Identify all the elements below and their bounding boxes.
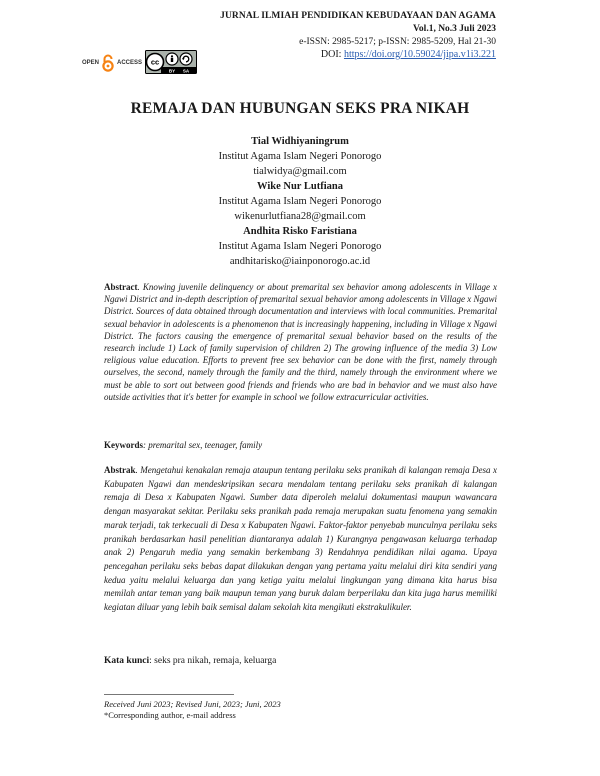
cc-by-sa-badge — [145, 50, 197, 79]
open-access-logo — [82, 54, 142, 72]
open-access-lock-icon — [101, 54, 115, 72]
journal-volume: Vol.1, No.3 Juli 2023 — [412, 24, 496, 34]
keywords-english — [104, 439, 497, 451]
keywords-indonesian — [104, 655, 497, 667]
corresponding-author-note: *Corresponding author, e-mail address — [104, 710, 236, 720]
open-access-right-text: ACCESS — [117, 60, 143, 66]
author-block — [0, 134, 600, 269]
abstract-id-label: Abstrak — [104, 465, 136, 475]
abstract-en-label: Abstract — [104, 282, 138, 292]
author-affiliation: Institut Agama Islam Negeri Ponorogo — [218, 151, 382, 162]
open-access-left-text: OPEN — [82, 60, 100, 66]
received-dates: Received Juni 2023; Revised Juni, 2023; Juni, 2023 — [104, 699, 281, 709]
journal-name: JURNAL ILMIAH PENDIDIKAN KEBUDAYAAN DAN AGAMA — [220, 11, 496, 21]
author-name: Tial Widhiyaningrum — [251, 136, 349, 147]
author-name: Andhita Risko Faristiana — [243, 226, 357, 237]
keywords-en-label: Keywords — [104, 440, 143, 450]
footnote-divider — [104, 694, 234, 695]
journal-header — [220, 10, 496, 61]
journal-doi — [220, 49, 496, 61]
journal-issn: e-ISSN: 2985-5217; p-ISSN: 2985-5209, Hal 21-30 — [299, 37, 496, 47]
author-affiliation: Institut Agama Islam Negeri Ponorogo — [218, 196, 382, 207]
author-email: tialwidya@gmail.com — [253, 166, 347, 177]
author-email: wikenurlutfiana28@gmail.com — [234, 211, 366, 222]
abstract-indonesian — [104, 464, 497, 615]
doi-label: DOI: — [320, 49, 344, 60]
cc-sa-text: SA — [182, 68, 190, 74]
cc-text: cc — [150, 57, 160, 67]
keywords-en-text: : premarital sex, teenager, family — [143, 440, 263, 450]
keywords-id-text: : seks pra nikah, remaja, keluarga — [149, 656, 277, 666]
cc-by-text: BY — [168, 68, 176, 74]
abstract-en-text: . Knowing juvenile delinquency or about premarital sex behavior among adolescents in Village x Ngawi District and in-depth description of premarital sexual behavior among adolescents in Village x Ngawi District. Sources of data obtained through documentation and interviews with local communities. Premarital sexual behavior in adolescents is a phenomenon that is increasingly happening, including in Village x Ngawi District. The factors causing the emergence of premarital sexual behavior based on the results of the research include 1) Lack of family supervision of children 2) The growing influence of the media 3) Low religious value education. Efforts to prevent free sex behavior can be done with the first, namely through ourselves, the second, namely through the family and the third, namely through the environment where we must be able to sort out between good friends and friends who are bad in behavior and we must also have outside activities that it's better for example in school we follow extracurricular activities. — [104, 282, 497, 402]
keywords-id-label: Kata kunci — [104, 656, 150, 666]
doi-link[interactable]: https://doi.org/10.59024/jipa.v1i3.221 — [343, 49, 496, 60]
author-name: Wike Nur Lutfiana — [257, 181, 343, 192]
paper-title: REMAJA DAN HUBUNGAN SEKS PRA NIKAH — [130, 100, 470, 117]
author-email: andhitarisko@iainponorogo.ac.id — [229, 256, 371, 267]
abstract-id-text: . Mengetahui kenakalan remaja ataupun tentang perilaku seks pranikah di kalangan remaja Desa x Kabupaten Ngawi dan mendeskripsikan secara mendalam tentang perilaku seks pranikah di kalangan remaja di Desa x Kabupaten Ngawi. Sumber data diperoleh melalui dokumentasi maupun wawancara dengan masyarakat sekitar. Perilaku seks pranikah pada remaja merupakan suatu fenomena yang semakin marak terjadi, tak terkecuali di Desa x Kabupaten Ngawi. Faktor-faktor penyebab munculnya perilaku seks pranikah berdasarkan hasil penelitian diantaranya adalah 1) Kurangnya pengawasan keluarga terhadap anak 2) Pengaruh media yang semakin berkembang 3) Rendahnya pendidikan nilai agama. Upaya pencegahan perilaku seks bebas dapat dilakukan dengan yang pertama yaitu melalui diri kita sendiri yang kedua yaitu melalui keluarga dan yang ketiga yaitu melalui lingkungan yang dimana kita harus bisa memilah antar teman yang baik maupun teman yang buruk dalam berperilaku dan kita juga harus memiliki kegiatan diluar yang lebih baik semisal dalam sekolah kita mengikuti ekstrakulikuler. — [104, 465, 497, 613]
author-affiliation: Institut Agama Islam Negeri Ponorogo — [218, 241, 382, 252]
abstract-english — [104, 281, 497, 403]
